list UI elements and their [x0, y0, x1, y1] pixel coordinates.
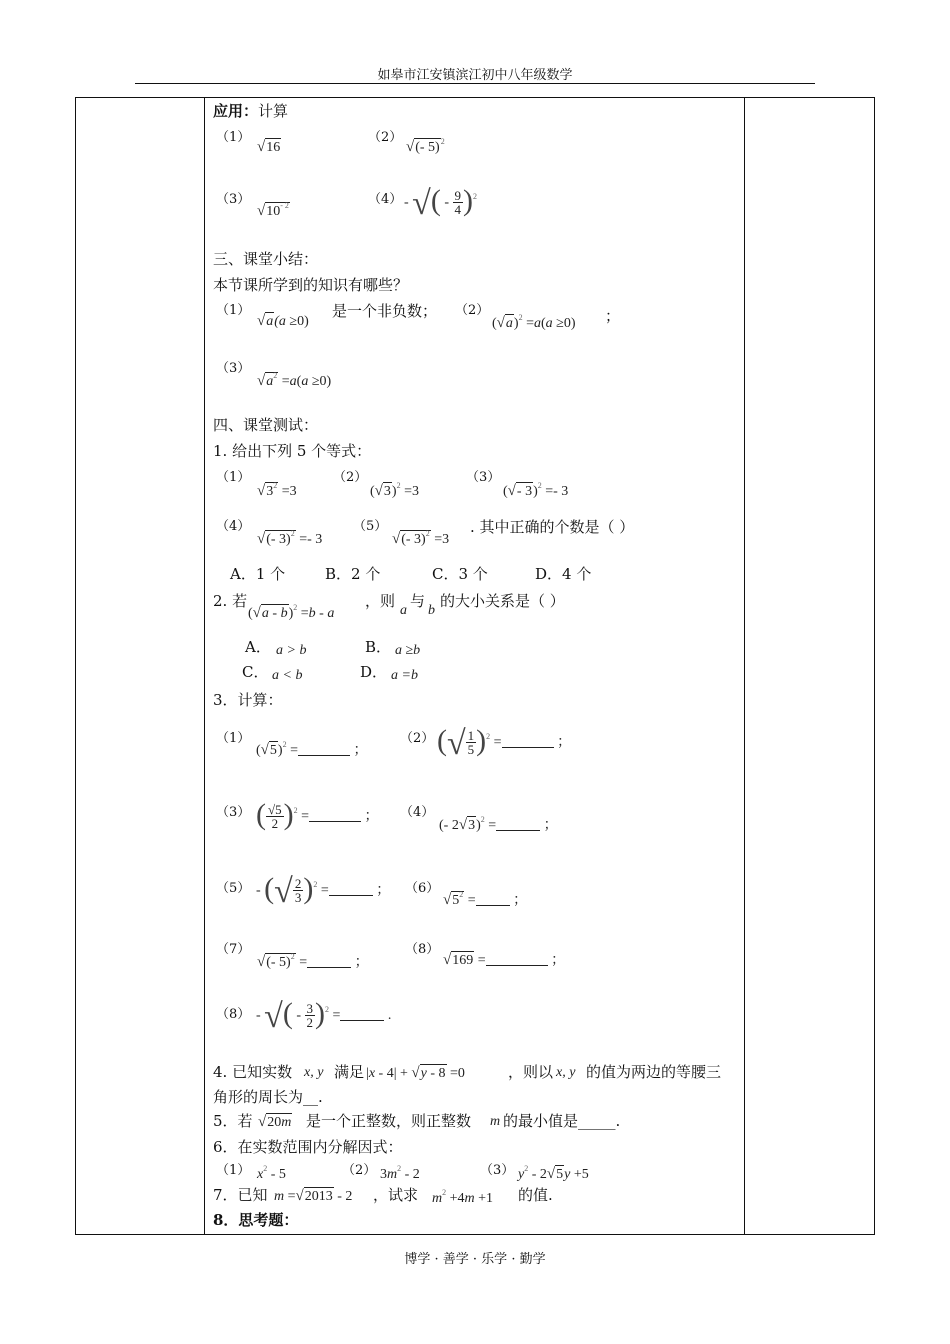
q1-label-3: （3） [466, 470, 501, 485]
q3-label-3: （3） [216, 805, 251, 820]
q2-var-b: b [428, 603, 435, 618]
q1-label-4: （4） [216, 519, 251, 534]
q4-text-e: 角形的周长为__. [213, 1088, 323, 1106]
q3-label-9: （8） [216, 1007, 251, 1022]
q3-label-5: （5） [216, 881, 251, 896]
q2-choice-c: a < b [272, 668, 303, 683]
test-q3: 3．计算： [213, 691, 283, 709]
app-expr-1: √16 [257, 139, 281, 155]
q1-eq-4: √(- 3)$^2$ =- 3 [257, 529, 323, 547]
test-q2-mid: ，则 [365, 592, 396, 610]
q1-label-5: （5） [353, 519, 388, 534]
q3-label-8: （8） [405, 942, 440, 957]
summary-formula-2: $(√a)^2 =a(a \ge 0)$ [492, 313, 576, 331]
q3-expr-6: $√5^2$ = ； [443, 890, 528, 908]
summary-label-2: （2） [455, 303, 490, 318]
q6-expr-2: $3m^2 - 2$ [380, 1164, 420, 1182]
q8-title: 8．思考题： [213, 1211, 299, 1229]
q5-text-b: 是一个正整数，则正整数 [306, 1112, 472, 1130]
q3-label-6: （6） [405, 881, 440, 896]
page-header: 如皋市江安镇滨江初中八年级数学 [377, 68, 573, 83]
q7-poly: $m^2 +4m +1$ [432, 1188, 494, 1206]
q3-expr-3: ( $\frac{√5}{2}$ )$^2$ = ； [256, 798, 379, 832]
q3-label-1: （1） [216, 731, 251, 746]
q2-choice-c-label[interactable]: C． [242, 663, 269, 681]
q4-condition: |x - 4| + √y - 8 =0 [366, 1065, 465, 1081]
q3-expr-9: - √( - $\frac{3}{2}$ )$^2$ = . [256, 997, 392, 1035]
q6-expr-3: $y^2 - 2√5y +5$ [518, 1164, 589, 1182]
q3-label-7: （7） [216, 942, 251, 957]
table-column-divider-left [204, 97, 205, 1235]
q2-equation: (√a - b)$^2$ =b - a [248, 603, 335, 621]
q3-expr-5: - (√ $\frac{2}{3}$ )$^2$ = ； [256, 872, 391, 910]
test-q2-tail: 的大小关系是（ ） [440, 592, 565, 610]
q4-vars-1: x, y [304, 1065, 324, 1080]
page-footer: 博学 · 善学 · 乐学 · 勤学 [404, 1252, 546, 1267]
test-title: 四、课堂测试： [213, 416, 319, 434]
summary-question: 本节课所学到的知识有哪些？ [213, 276, 409, 294]
app-label-1: （1） [216, 130, 251, 145]
q7-expr: m =√2013 - 2 [274, 1188, 353, 1204]
q7-text-a: 7．已知 [213, 1186, 268, 1204]
q5-var: m [490, 1114, 501, 1129]
q3-expr-7: √(- 5)$^2$ = ； [257, 952, 369, 970]
q6-label-1: （1） [216, 1163, 251, 1178]
worksheet-table [75, 97, 875, 1235]
summary-title: 三、课堂小结： [213, 250, 319, 268]
q2-choice-d-label[interactable]: D． [360, 663, 388, 681]
header-rule [135, 83, 815, 84]
q2-choice-a: a > b [276, 643, 307, 658]
app-label-3: （3） [216, 192, 251, 207]
app-expr-3: $√10^{- 2}$ [257, 201, 289, 219]
q5-text-c: 的最小值是_____. [503, 1112, 621, 1130]
app-label-4: （4） [368, 192, 403, 207]
q3-label-4: （4） [400, 805, 435, 820]
q1-eq-1: $√3^2 =3$ [257, 481, 297, 499]
app-label-2: （2） [368, 130, 403, 145]
q2-choice-b: a ≥b [395, 643, 421, 658]
q1-choice-a[interactable]: A．1 个 [230, 565, 286, 583]
q3-expr-8: √169 = ； [443, 952, 566, 968]
summary-formula-1: √a(a ≥0) [257, 313, 309, 329]
q7-text-c: 的值. [518, 1186, 553, 1204]
q6-expr-1: $x^2 - 5$ [257, 1164, 286, 1182]
app-expr-4: - √( - $\frac{9}{4}$ )$^2$ [404, 184, 478, 222]
summary-text-1: 是一个非负数； [332, 302, 438, 320]
q2-choice-d: a =b [391, 668, 418, 683]
q4-text-c: ，则以 [508, 1063, 554, 1081]
q1-label-2: （2） [333, 470, 368, 485]
application-title: 应用：计算 [213, 102, 289, 120]
q6-text: 6．在实数范围内分解因式： [213, 1138, 403, 1156]
q1-eq-2: $(√3)^2 =3$ [370, 481, 419, 499]
test-q2-and: 与 [410, 592, 426, 610]
table-column-divider-right [744, 97, 745, 1235]
q3-label-2: （2） [400, 731, 435, 746]
q2-choice-b-label[interactable]: B． [365, 638, 392, 656]
summary-formula-3: $√a^2 =a(a \ge 0)$ [257, 371, 332, 389]
q2-var-a: a [400, 603, 407, 618]
q3-expr-2: (√ $\frac{1}{5}$ )$^2$ = ； [437, 724, 572, 762]
q4-text-a: 4. 已知实数 [213, 1063, 293, 1081]
q3-expr-4: (- 2√3)$^2$ = ； [439, 815, 558, 833]
q1-label-1: （1） [216, 470, 251, 485]
summary-label-3: （3） [216, 361, 251, 376]
q5-expr: √20m [258, 1114, 292, 1130]
test-q1: 1. 给出下列 5 个等式： [213, 442, 372, 460]
q6-label-2: （2） [342, 1163, 377, 1178]
q1-eq-3: (√- 3)$^2$ =- 3 [503, 481, 569, 499]
q6-label-3: （3） [480, 1163, 515, 1178]
q2-choice-a-label[interactable]: A． [245, 638, 271, 656]
summary-semicolon: ； [605, 307, 621, 325]
test-q2-pre: 2. 若 [213, 592, 248, 610]
q1-choice-c[interactable]: C．3 个 [432, 565, 488, 583]
q1-choice-b[interactable]: B．2 个 [325, 565, 381, 583]
app-expr-2: √(- 5)$^2$ [406, 137, 445, 155]
q1-question: . 其中正确的个数是（ ） [470, 518, 635, 536]
q7-text-b: ，试求 [373, 1186, 419, 1204]
q3-expr-1: $(√5)^2$ = ； [256, 740, 368, 758]
q5-text-a: 5．若 [213, 1112, 253, 1130]
q1-eq-5: √(- 3)$^2$ =3 [392, 529, 450, 547]
q4-text-b: 满足 [334, 1063, 365, 1081]
q4-vars-2: x, y [556, 1065, 576, 1080]
summary-label-1: （1） [216, 303, 251, 318]
q1-choice-d[interactable]: D．4 个 [535, 565, 592, 583]
q4-text-d: 的值为两边的等腰三 [586, 1063, 722, 1081]
